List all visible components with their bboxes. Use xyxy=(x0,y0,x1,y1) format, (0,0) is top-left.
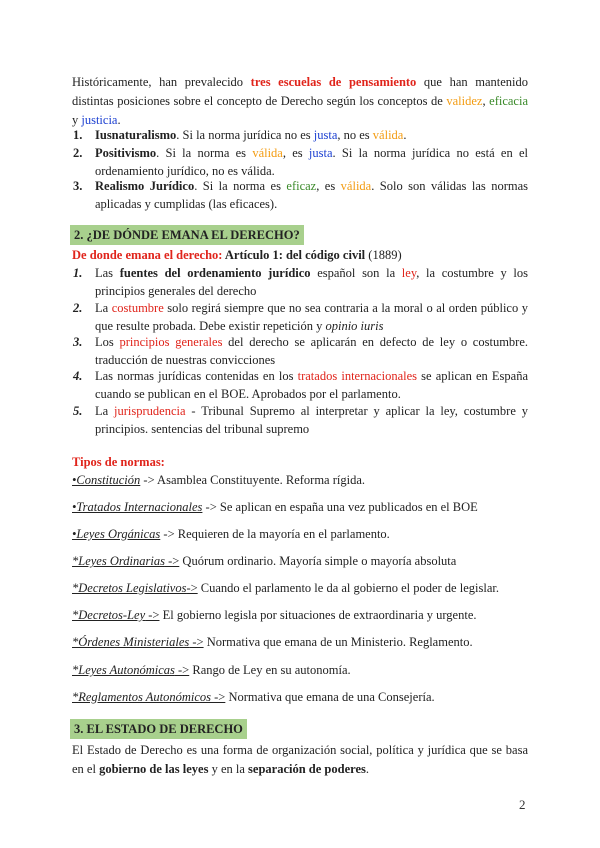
source-item xyxy=(73,299,528,335)
norm-desc: Normativa que emana de un Ministerio. Reglamento. xyxy=(203,635,473,649)
subtitle-red: De donde emana el derecho: xyxy=(72,248,223,262)
term-justicia: justicia xyxy=(81,113,118,127)
term-jurisprudencia: jurisprudencia xyxy=(114,404,186,418)
arrow: -> xyxy=(202,500,217,514)
norm-name: •Constitución xyxy=(72,473,141,487)
subtitle-year: (1889) xyxy=(365,248,402,262)
norm-item xyxy=(72,579,528,597)
norm-item xyxy=(72,552,528,570)
source-item xyxy=(73,333,529,369)
list-number: 3. xyxy=(73,335,83,349)
section3-paragraph xyxy=(72,741,528,779)
school-item xyxy=(73,144,529,180)
arrow: -> xyxy=(186,581,198,595)
source-text: La xyxy=(95,301,112,315)
norm-name: *Órdenes Ministeriales xyxy=(72,635,190,649)
norm-desc: El gobierno legisla por situaciones de extraordinaria y urgente. xyxy=(159,608,477,622)
term-justa: justa xyxy=(308,146,333,160)
term-valida: válida xyxy=(252,146,283,160)
school-name: Realismo Jurídico xyxy=(95,179,195,193)
list-number: 1. xyxy=(73,128,83,142)
source-text: español son la xyxy=(310,266,402,280)
list-number: 2. xyxy=(73,146,83,160)
intro-highlight: tres escuelas de pensamiento xyxy=(250,75,417,89)
norm-item xyxy=(72,525,528,543)
norm-name: *Leyes Autonómicas xyxy=(72,663,175,677)
term-costumbre: costumbre xyxy=(111,301,164,315)
source-text: La xyxy=(95,404,115,418)
source-text: se aplican en España cuando se publican en el BOE. Aprobados por el parlamento. xyxy=(95,369,529,401)
list-number: 3. xyxy=(73,179,83,193)
intro-text: . xyxy=(117,113,121,127)
school-text: . Si la norma jurídica no está en el ordenamiento jurídico, no es válida. xyxy=(95,146,529,178)
school-item xyxy=(73,126,528,144)
arrow: -> xyxy=(145,608,160,622)
section-heading-2: 2. ¿DE DÓNDE EMANA EL DERECHO? xyxy=(70,225,304,245)
school-text: , es xyxy=(282,146,309,160)
norm-name: *Reglamentos Autonómicos xyxy=(72,690,211,704)
norm-item xyxy=(72,471,528,489)
norm-item xyxy=(72,498,528,516)
norm-name: •Tratados Internacionales xyxy=(72,500,203,514)
source-text: Las normas jurídicas contenidas en los xyxy=(95,369,298,383)
term-separacion-poderes: separación de poderes xyxy=(248,762,366,776)
subtitle-bold: Artículo 1: del código civil xyxy=(222,248,366,262)
term-gobierno-leyes: gobierno de las leyes xyxy=(99,762,209,776)
term-ley: ley xyxy=(401,266,417,280)
source-bold: fuentes del ordenamiento jurídico xyxy=(119,266,311,280)
source-text: del derecho se aplicarán en defecto de ley o costumbre. traducción de nuestras convicciones xyxy=(95,335,529,367)
norm-name: *Decretos Legislativos xyxy=(72,581,187,595)
list-number: 1. xyxy=(73,266,83,280)
norm-desc: Se aplican en españa una vez publicados en el BOE xyxy=(216,500,478,514)
school-text: . Si la norma es xyxy=(156,146,253,160)
intro-paragraph xyxy=(72,73,528,130)
norm-desc: Rango de Ley en su autonomía. xyxy=(189,663,351,677)
arrow: -> xyxy=(160,527,175,541)
list-number: 4. xyxy=(73,369,83,383)
norm-desc: Cuando el parlamento le da al gobierno el poder de legislar. xyxy=(197,581,499,595)
norm-item xyxy=(72,661,528,679)
page-number: 2 xyxy=(519,797,526,812)
term-opinio-iuris: opinio iuris xyxy=(325,319,384,333)
school-text: , es xyxy=(316,179,341,193)
source-text: - Tribunal Supremo al interpretar y aplicar la ley, costumbre y principios. sentencias del tribunal supremo xyxy=(95,404,528,436)
section3-text: El Estado de Derecho es una forma de organización social, política y jurídica que se basa en el xyxy=(72,743,528,776)
term-principios: principios generales xyxy=(119,335,223,349)
source-text: solo regirá siempre que no sea contraria a la moral o al orden público y que resulte probada. Debe existir repetición y xyxy=(95,301,528,333)
source-item xyxy=(73,264,528,300)
norm-name: •Leyes Orgánicas xyxy=(72,527,161,541)
term-valida: válida xyxy=(372,128,404,142)
school-item xyxy=(73,177,528,213)
term-eficacia: eficacia xyxy=(489,94,528,108)
norm-desc: Requieren de la mayoría en el parlamento. xyxy=(174,527,390,541)
arrow: -> xyxy=(189,635,204,649)
norm-name: *Decretos-Ley xyxy=(72,608,146,622)
arrow: -> xyxy=(211,690,226,704)
school-text: . Si la norma es xyxy=(194,179,287,193)
norm-item xyxy=(72,606,528,624)
source-text: Los xyxy=(95,335,120,349)
school-text: . xyxy=(403,128,407,142)
norm-types-title: Tipos de normas: xyxy=(72,455,165,469)
school-name: Positivismo xyxy=(95,146,157,160)
arrow: -> xyxy=(174,663,190,677)
norm-desc: Asamblea Constituyente. Reforma rígida. xyxy=(154,473,365,487)
section-heading-3: 3. EL ESTADO DE DERECHO xyxy=(70,719,247,739)
intro-text: Históricamente, han prevalecido xyxy=(72,75,251,89)
list-number: 5. xyxy=(73,404,83,418)
school-name: Iusnaturalismo xyxy=(95,128,177,142)
norm-desc: Quórum ordinario. Mayoría simple o mayoría absoluta xyxy=(179,554,457,568)
source-item xyxy=(73,367,529,403)
school-text: . Si la norma jurídica no es xyxy=(176,128,314,142)
school-text: , no es xyxy=(337,128,373,142)
term-eficaz: eficaz xyxy=(286,179,317,193)
norm-item xyxy=(72,633,528,651)
intro-text: , xyxy=(482,94,490,108)
source-text: , la costumbre y los principios generales del derecho xyxy=(95,266,528,298)
school-text: . Solo son válidas las normas aplicadas y cumplidas (las eficaces). xyxy=(95,179,528,211)
arrow: -> xyxy=(140,473,155,487)
arrow: -> xyxy=(164,554,180,568)
intro-text: y xyxy=(72,113,82,127)
term-justa: justa xyxy=(313,128,338,142)
section3-text: y en la xyxy=(208,762,249,776)
intro-text: que han mantenido distintas posiciones sobre el concepto de Derecho según los conceptos de xyxy=(72,75,528,108)
norm-item xyxy=(72,688,528,706)
list-number: 2. xyxy=(73,301,83,315)
norm-name: *Leyes Ordinarias xyxy=(72,554,165,568)
term-tratados: tratados internacionales xyxy=(297,369,418,383)
section2-subtitle xyxy=(72,246,528,264)
section3-text: . xyxy=(365,762,369,776)
source-text: Las xyxy=(95,266,120,280)
term-validez: validez xyxy=(446,94,483,108)
source-item xyxy=(73,402,528,438)
norm-desc: Normativa que emana de una Consejería. xyxy=(225,690,435,704)
term-valida: válida xyxy=(340,179,372,193)
